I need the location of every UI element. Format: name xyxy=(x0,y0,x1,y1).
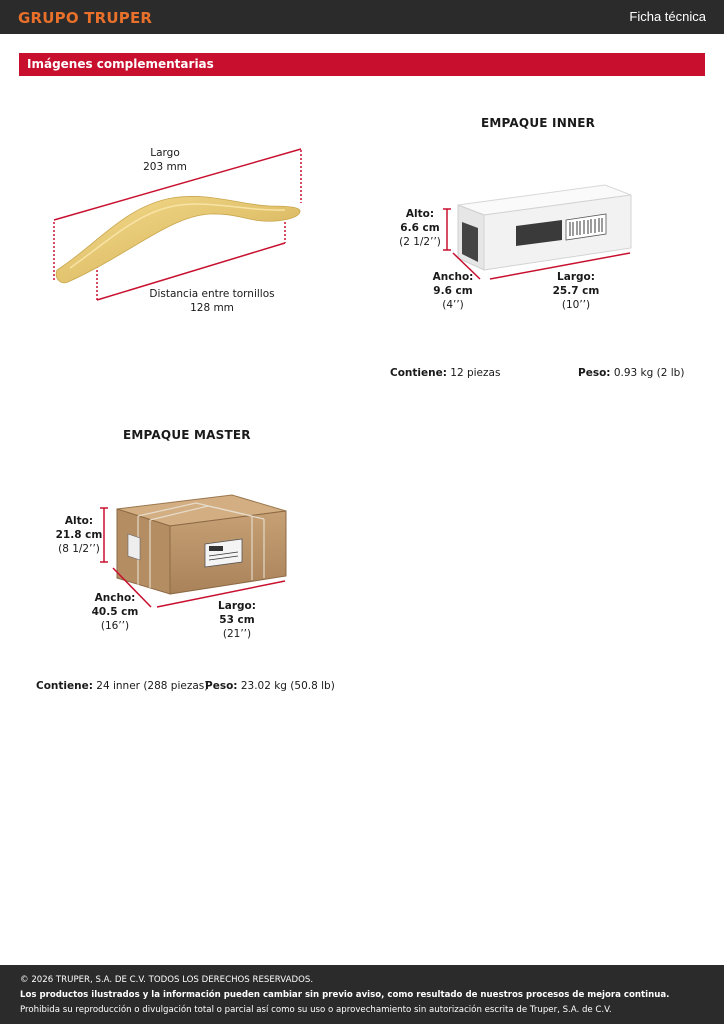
footer-copyright: © 2026 TRUPER, S.A. DE C.V. TODOS LOS DERECHOS RESERVADOS. xyxy=(20,975,314,985)
inner-peso: Peso: 0.93 kg (2 lb) xyxy=(578,367,685,379)
footer-prohibition: Prohibida su reproducción o divulgación total o parcial así como su uso o aprovechamiento sin autorización escrita de Truper, S.A. de C.V. xyxy=(20,1005,612,1015)
screw-distance-label: Distancia entre tornillos 128 mm xyxy=(149,288,275,314)
product-length-label: Largo 203 mm xyxy=(143,147,187,173)
document-type: Ficha técnica xyxy=(629,9,706,24)
inner-contiene: Contiene: 12 piezas xyxy=(390,367,501,379)
section-title: Imágenes complementarias xyxy=(27,57,214,71)
master-peso: Peso: 23.02 kg (50.8 lb) xyxy=(205,680,335,692)
footer-notice: Los productos ilustrados y la información pueden cambiar sin previo aviso, como resultado de nuestros procesos de mejora continua. xyxy=(20,990,670,1000)
master-title: EMPAQUE MASTER xyxy=(123,428,251,442)
brand-logo: GRUPO TRUPER xyxy=(18,9,153,27)
master-alto-label: Alto: 21.8 cm (8 1/2’’) xyxy=(55,515,103,555)
inner-ancho-label: Ancho: 9.6 cm (4’’) xyxy=(432,271,474,311)
inner-largo-label: Largo: 25.7 cm (10’’) xyxy=(552,271,600,311)
master-ancho-label: Ancho: 40.5 cm (16’’) xyxy=(91,592,139,632)
master-largo-label: Largo: 53 cm (21’’) xyxy=(218,600,256,640)
master-contiene: Contiene: 24 inner (288 piezas) xyxy=(36,680,209,692)
footer xyxy=(0,965,724,1024)
inner-alto-label: Alto: 6.6 cm (2 1/2’’) xyxy=(399,208,441,248)
master-box-image xyxy=(117,495,286,594)
inner-title: EMPAQUE INNER xyxy=(481,116,596,130)
